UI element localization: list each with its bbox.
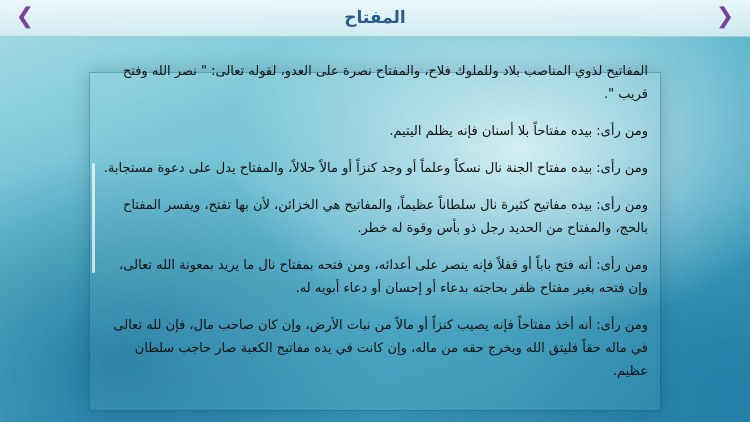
- page-title: المفتاح: [344, 8, 406, 28]
- chevron-left-icon: ❮: [15, 4, 35, 29]
- paragraph: ومن رأى: بيده مفاتيح كثيرة نال سلطاناً عظيماً، والمفاتيح هي الخزائن، لأن بها تفتح، ويفسر المفتاح بالحج، والمفتاح من الحديد رجل ذو بأس وقوة له خطر.: [122, 198, 648, 236]
- paragraph: ومن رأى: بيده مفتاح الجنة نال نسكاً وعلماً أو وجد كنزاً أو مالاً حلالاً، والمفتاح يدل على دعوة مستجابة.: [103, 161, 648, 176]
- article-content[interactable]: [90, 64, 660, 410]
- top-bar: [0, 0, 750, 37]
- chevron-right-icon: ❯: [715, 4, 735, 29]
- paragraph: ومن رأى: أنه أخذ مفتاحاً فإنه يصيب كنزاً أو مالاً من نبات الأرض، وإن كان صاحب مال، فإن لله تعالى في ماله حقاً فليتق الله ويخرج حقه من ماله، وإن كانت في يده مفاتيح الكعبة صار حاجب سلطان عظيم.: [113, 318, 648, 379]
- paragraph: المفاتيح لذوي المناصب بلاد وللملوك فلاح، والمفتاح نصرة على العدو، لقوله تعالى: " نصر الله وفتح قريب ".: [122, 64, 648, 102]
- forward-button[interactable]: [710, 3, 740, 33]
- paragraph: ومن رأى: أنه فتح باباً أو قفلاً فإنه ينصر على أعدائه، ومن فتحه بمفتاح نال ما يريد بمعونة الله تعالى، وإن فتحه بغير مفتاح ظفر بحاجته بدعاء أو إحسان أو دعاء أبويه له.: [119, 258, 648, 296]
- article-text: [90, 60, 660, 397]
- paragraph: ومن رأى: بيده مفتاحاً بلا أسنان فإنه يظلم اليتيم.: [389, 124, 648, 139]
